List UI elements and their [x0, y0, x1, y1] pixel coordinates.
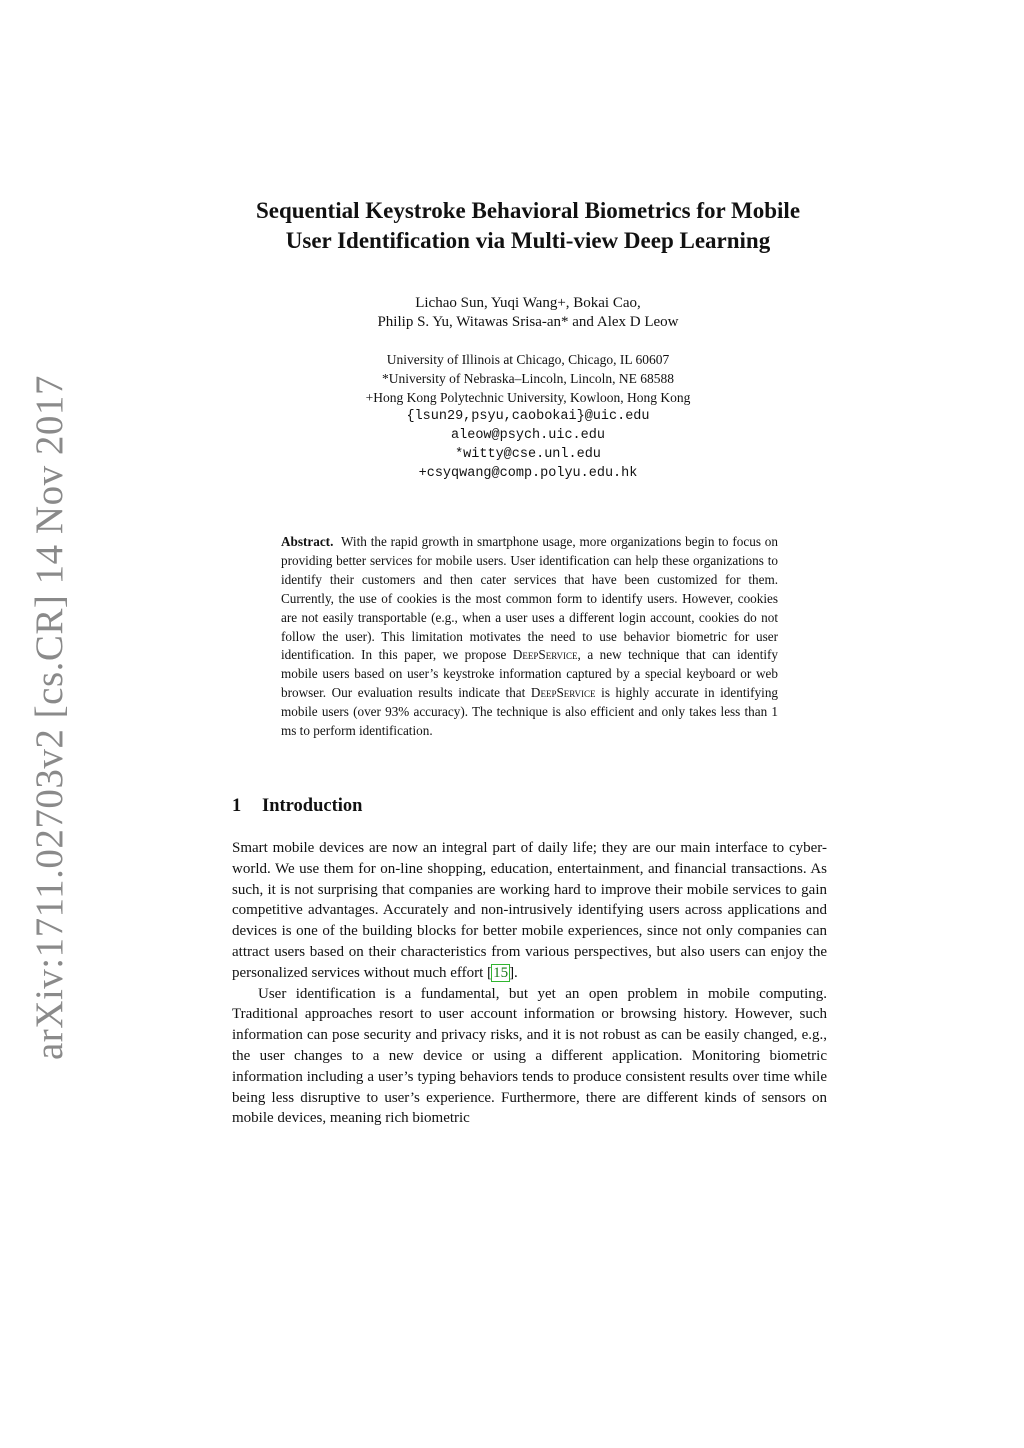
email-aleow: aleow@psych.uic.edu [451, 428, 605, 443]
system-name: DeepService [512, 647, 578, 663]
email-witty: *witty@cse.unl.edu [455, 447, 601, 462]
paragraph-2: User identification is a fundamental, but yet an open problem in mobile computing. Traditional approaches resort to user account information or browsing history. However, such information can pose security and privacy risks, and it is not robust as can be easily changed, e.g., the user changes to a new device or using a different application. Monitoring biometric information including a user’s typing behaviors tends to produce consistent results over time while being less disruptive to user’s experience. Furthermore, there are different kinds of sensors on mobile devices, meaning rich biometric [232, 985, 827, 1127]
author-list [200, 294, 856, 332]
affiliation-block [200, 350, 856, 483]
authors-line-2: Philip S. Yu, Witawas Srisa-an* and Alex D Leow [377, 314, 679, 330]
paragraph-1 [232, 838, 827, 984]
title-line-2: User Identification via Multi-view Deep Learning [285, 228, 771, 253]
abstract-text-part-1: With the rapid growth in smartphone usage, more organizations begin to focus on providing better services for mobile users. User identification can help these organizations to identify their customers and then cater services that have been customized for them. Currently, the use of cookies is the most common form to identify users. However, cookies are not easily transportable (e.g., when a user uses a different login account, cookies do not follow the user). This limitation motivates the need to use behavior biometric for user identification. In this paper, we propose [281, 534, 778, 663]
affiliation-unl: *University of Nebraska–Lincoln, Lincoln, NE 68588 [381, 371, 675, 386]
abstract-label: Abstract. [281, 534, 334, 549]
abstract-text-part-2: , a new technique that can identify mobile users based on user’s keystroke information captured by a special keyboard or web browser. Our evaluation results indicate that [281, 647, 779, 701]
email-uic-group: {lsun29,psyu,caobokai}@uic.edu [406, 409, 650, 424]
section-number: 1 [232, 796, 242, 816]
email-csyqwang: +csyqwang@comp.polyu.edu.hk [418, 466, 638, 481]
introduction-body [232, 838, 827, 1129]
system-name-repeat: DeepService [530, 685, 596, 701]
affiliation-uic: University of Illinois at Chicago, Chicago, IL 60607 [386, 352, 670, 367]
citation-link-15[interactable]: 15 [493, 964, 509, 981]
paper-title [200, 196, 856, 256]
paragraph-1-text: Smart mobile devices are now an integral part of daily life; they are our main interface to cyber-world. We use them for on-line shopping, education, entertainment, and financial transactions. As such, it is not surprising that companies are working hard to improve their mobile services to gain competitive advantages. Accurately and non-intrusively identifying users across applications and devices is one of the building blocks for better mobile experiences, since not only companies can attract users based on their characteristics from various perspectives, but also users can enjoy the personalized services without much effort [ [232, 840, 827, 981]
arxiv-identifier-stamp: arXiv:1711.02703v2 [cs.CR] 14 Nov 2017 [28, 375, 71, 1060]
paragraph-1-end: ]. [509, 964, 518, 981]
affiliation-polyu: +Hong Kong Polytechnic University, Kowloon, Hong Kong [365, 390, 691, 405]
title-line-1: Sequential Keystroke Behavioral Biometrics for Mobile [255, 198, 801, 223]
abstract [281, 533, 778, 741]
section-title: Introduction [262, 796, 363, 816]
section-heading-introduction [232, 794, 362, 818]
authors-line-1: Lichao Sun, Yuqi Wang+, Bokai Cao, [415, 295, 641, 311]
abstract-text-part-3: is highly accurate in identifying mobile users (over 93% accuracy). The technique is also efficient and only takes less than 1 ms to perform identification. [281, 685, 779, 739]
